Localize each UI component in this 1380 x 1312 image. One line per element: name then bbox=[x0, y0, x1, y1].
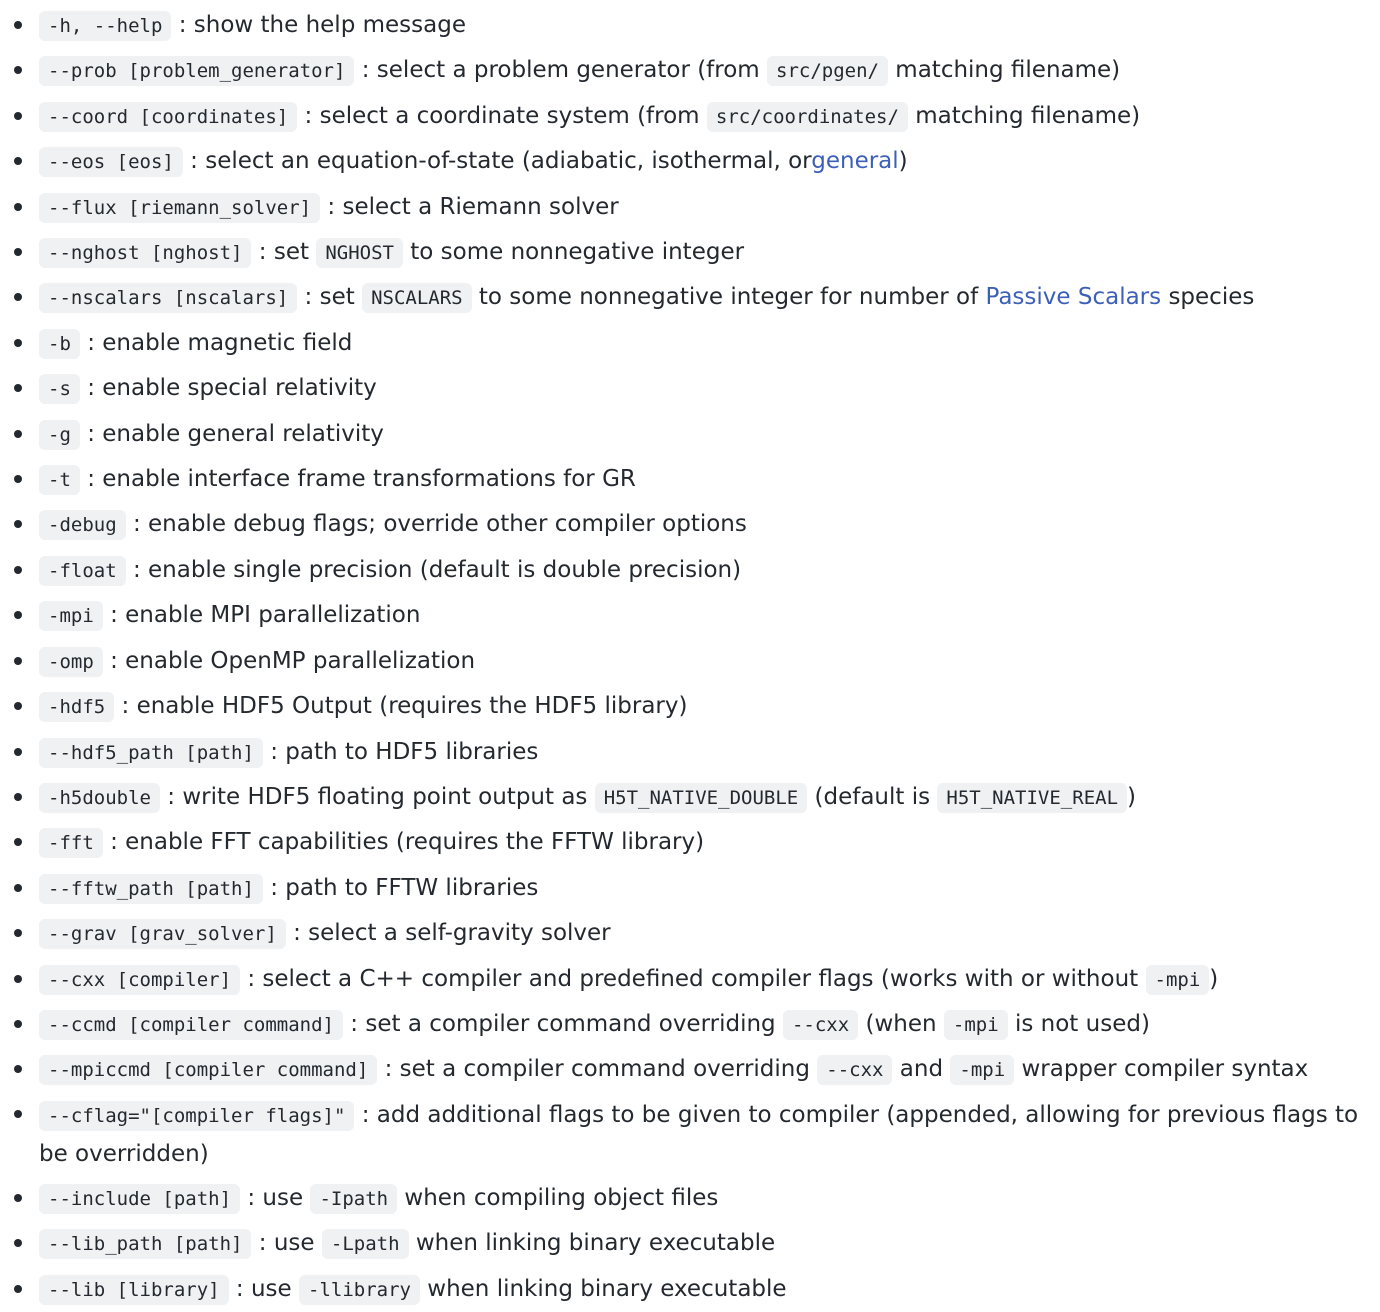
option-flag: --coord [coordinates] bbox=[39, 102, 297, 132]
option-flag: --include [path] bbox=[39, 1184, 240, 1214]
bullet-dot bbox=[14, 520, 22, 528]
option-description: : write HDF5 floating point output as bbox=[167, 783, 588, 810]
option-description: : path to HDF5 libraries bbox=[270, 738, 539, 765]
option-description: : select a coordinate system (from bbox=[304, 102, 700, 129]
list-item bbox=[0, 957, 1380, 1002]
option-description: ) bbox=[898, 148, 908, 175]
option-flag: --lib_path [path] bbox=[39, 1229, 251, 1259]
inline-code: -Ipath bbox=[310, 1184, 397, 1214]
option-flag: --ccmd [compiler command] bbox=[39, 1010, 343, 1040]
option-description: species bbox=[1168, 284, 1255, 311]
option-description: is not used) bbox=[1014, 1010, 1150, 1037]
inline-code: H5T_NATIVE_REAL bbox=[937, 783, 1127, 813]
bullet-dot bbox=[14, 1110, 22, 1118]
bullet-dot bbox=[14, 975, 22, 983]
list-item bbox=[0, 820, 1380, 865]
option-flag: --cflag="[compiler flags]" bbox=[39, 1101, 354, 1131]
bullet-dot bbox=[14, 339, 22, 347]
inline-code: NGHOST bbox=[316, 238, 403, 268]
list-item bbox=[0, 412, 1380, 457]
inline-code: -mpi bbox=[944, 1010, 1008, 1040]
option-description: : path to FFTW libraries bbox=[270, 874, 539, 901]
bullet-dot bbox=[14, 1020, 22, 1028]
bullet-dot bbox=[14, 1065, 22, 1073]
general-eos-link[interactable]: general bbox=[811, 148, 899, 175]
option-description: : enable HDF5 Output (requires the HDF5 library) bbox=[121, 693, 688, 720]
list-item bbox=[0, 684, 1380, 729]
list-item bbox=[0, 366, 1380, 411]
bullet-dot bbox=[14, 702, 22, 710]
option-description: (default is bbox=[814, 783, 931, 810]
bullet-dot bbox=[14, 203, 22, 211]
list-item bbox=[0, 1267, 1380, 1312]
option-flag: -fft bbox=[39, 828, 103, 858]
list-item bbox=[0, 275, 1380, 320]
bullet-dot bbox=[14, 1239, 22, 1247]
option-flag: --mpiccmd [compiler command] bbox=[39, 1055, 377, 1085]
bullet-dot bbox=[14, 1194, 22, 1202]
option-description: : enable special relativity bbox=[87, 375, 377, 402]
option-description: : select a C++ compiler and predefined compiler flags (works with or without bbox=[247, 965, 1139, 992]
list-item bbox=[0, 593, 1380, 638]
option-flag: --lib [library] bbox=[39, 1275, 229, 1305]
option-description: when linking binary executable bbox=[427, 1275, 787, 1302]
option-flag: --grav [grav_solver] bbox=[39, 919, 286, 949]
option-flag: --prob [problem_generator] bbox=[39, 56, 354, 86]
inline-code: src/coordinates/ bbox=[707, 102, 908, 132]
bullet-dot bbox=[14, 430, 22, 438]
bullet-dot bbox=[14, 248, 22, 256]
option-flag: -t bbox=[39, 465, 80, 495]
list-item bbox=[0, 911, 1380, 956]
list-item bbox=[0, 730, 1380, 775]
list-item bbox=[0, 1093, 1380, 1176]
option-flag: -h, --help bbox=[39, 11, 171, 41]
inline-code: --cxx bbox=[783, 1010, 858, 1040]
bullet-dot bbox=[14, 66, 22, 74]
option-description: : enable general relativity bbox=[87, 420, 384, 447]
inline-code: -llibrary bbox=[299, 1275, 420, 1305]
option-description: (when bbox=[865, 1010, 937, 1037]
option-flag: -s bbox=[39, 374, 80, 404]
option-description: ) bbox=[1127, 783, 1136, 810]
option-description: : set bbox=[258, 239, 309, 266]
list-item bbox=[0, 639, 1380, 684]
option-description: : enable single precision (default is double precision) bbox=[132, 556, 742, 583]
list-item bbox=[0, 1221, 1380, 1266]
inline-code: -mpi bbox=[1146, 965, 1210, 995]
bullet-dot bbox=[14, 112, 22, 120]
bullet-dot bbox=[14, 838, 22, 846]
list-item bbox=[0, 457, 1380, 502]
list-item bbox=[0, 3, 1380, 48]
option-description: and bbox=[899, 1056, 944, 1083]
list-item bbox=[0, 230, 1380, 275]
bullet-dot bbox=[14, 475, 22, 483]
option-description: : select a self-gravity solver bbox=[293, 920, 611, 947]
list-item bbox=[0, 775, 1380, 820]
list-item bbox=[0, 866, 1380, 911]
bullet-dot bbox=[14, 884, 22, 892]
inline-code: NSCALARS bbox=[362, 283, 472, 313]
option-description: : select a Riemann solver bbox=[327, 193, 619, 220]
option-flag: --cxx [compiler] bbox=[39, 965, 240, 995]
option-description: : enable MPI parallelization bbox=[110, 602, 421, 629]
option-flag: -float bbox=[39, 556, 126, 586]
bullet-dot bbox=[14, 566, 22, 574]
option-description: : enable FFT capabilities (requires the FFTW library) bbox=[110, 829, 705, 856]
option-flag: -h5double bbox=[39, 783, 160, 813]
inline-code: -Lpath bbox=[322, 1229, 409, 1259]
option-description: : set a compiler command overriding bbox=[350, 1010, 776, 1037]
option-description: when linking binary executable bbox=[415, 1230, 776, 1257]
option-description: : use bbox=[247, 1184, 304, 1211]
option-description: : select an equation-of-state (adiabatic, isothermal, or bbox=[190, 148, 812, 175]
list-item bbox=[0, 1176, 1380, 1221]
option-description: : enable OpenMP parallelization bbox=[110, 647, 476, 674]
option-flag: -hdf5 bbox=[39, 692, 114, 722]
option-description: matching filename) bbox=[895, 57, 1121, 84]
option-description: to some nonnegative integer bbox=[410, 239, 745, 266]
option-flag: --nghost [nghost] bbox=[39, 238, 251, 268]
option-description: ) bbox=[1209, 965, 1219, 992]
list-item bbox=[0, 1002, 1380, 1047]
bullet-dot bbox=[14, 611, 22, 619]
list-item bbox=[0, 502, 1380, 547]
option-description: matching filename) bbox=[915, 102, 1141, 129]
option-description: : use bbox=[235, 1275, 292, 1302]
inline-code: --cxx bbox=[817, 1055, 892, 1085]
option-description: : set a compiler command overriding bbox=[384, 1056, 810, 1083]
option-flag: --flux [riemann_solver] bbox=[39, 193, 320, 223]
bullet-dot bbox=[14, 1285, 22, 1293]
option-description: : add additional flags to be given to compiler (appended, allowing for previous flags to be overridden) bbox=[39, 1101, 1359, 1167]
option-flag: -omp bbox=[39, 647, 103, 677]
list-item bbox=[0, 321, 1380, 366]
option-flag: -debug bbox=[39, 510, 126, 540]
passive-scalars-link[interactable]: Passive Scalars bbox=[985, 284, 1162, 311]
option-flag: --hdf5_path [path] bbox=[39, 738, 263, 768]
bullet-dot bbox=[14, 21, 22, 29]
option-flag: --fftw_path [path] bbox=[39, 874, 263, 904]
inline-code: H5T_NATIVE_DOUBLE bbox=[595, 783, 807, 813]
bullet-dot bbox=[14, 384, 22, 392]
option-description: : enable interface frame transformations for GR bbox=[87, 466, 636, 493]
list-item bbox=[0, 185, 1380, 230]
option-description: when compiling object files bbox=[404, 1184, 719, 1211]
option-description: : enable debug flags; override other compiler options bbox=[132, 511, 747, 538]
list-item bbox=[0, 139, 1380, 184]
list-item bbox=[0, 48, 1380, 93]
bullet-dot bbox=[14, 748, 22, 756]
option-flag: -mpi bbox=[39, 601, 103, 631]
list-item bbox=[0, 548, 1380, 593]
bullet-dot bbox=[14, 657, 22, 665]
option-description: to some nonnegative integer for number of bbox=[478, 284, 979, 311]
list-item bbox=[0, 1047, 1380, 1092]
option-description: : show the help message bbox=[178, 12, 466, 38]
bullet-dot bbox=[14, 929, 22, 937]
option-description: wrapper compiler syntax bbox=[1021, 1056, 1309, 1083]
option-flag: -b bbox=[39, 329, 80, 359]
option-flag: --eos [eos] bbox=[39, 147, 183, 177]
inline-code: -mpi bbox=[950, 1055, 1014, 1085]
option-description: : set bbox=[304, 284, 355, 311]
option-flag: -g bbox=[39, 420, 80, 450]
bullet-dot bbox=[14, 293, 22, 301]
bullet-dot bbox=[14, 793, 22, 801]
list-item bbox=[0, 94, 1380, 139]
option-description: : use bbox=[258, 1230, 315, 1257]
inline-code: src/pgen/ bbox=[767, 56, 888, 86]
bullet-dot bbox=[14, 157, 22, 165]
option-description: : enable magnetic field bbox=[87, 329, 353, 356]
option-description: : select a problem generator (from bbox=[361, 57, 760, 84]
option-flag: --nscalars [nscalars] bbox=[39, 283, 297, 313]
